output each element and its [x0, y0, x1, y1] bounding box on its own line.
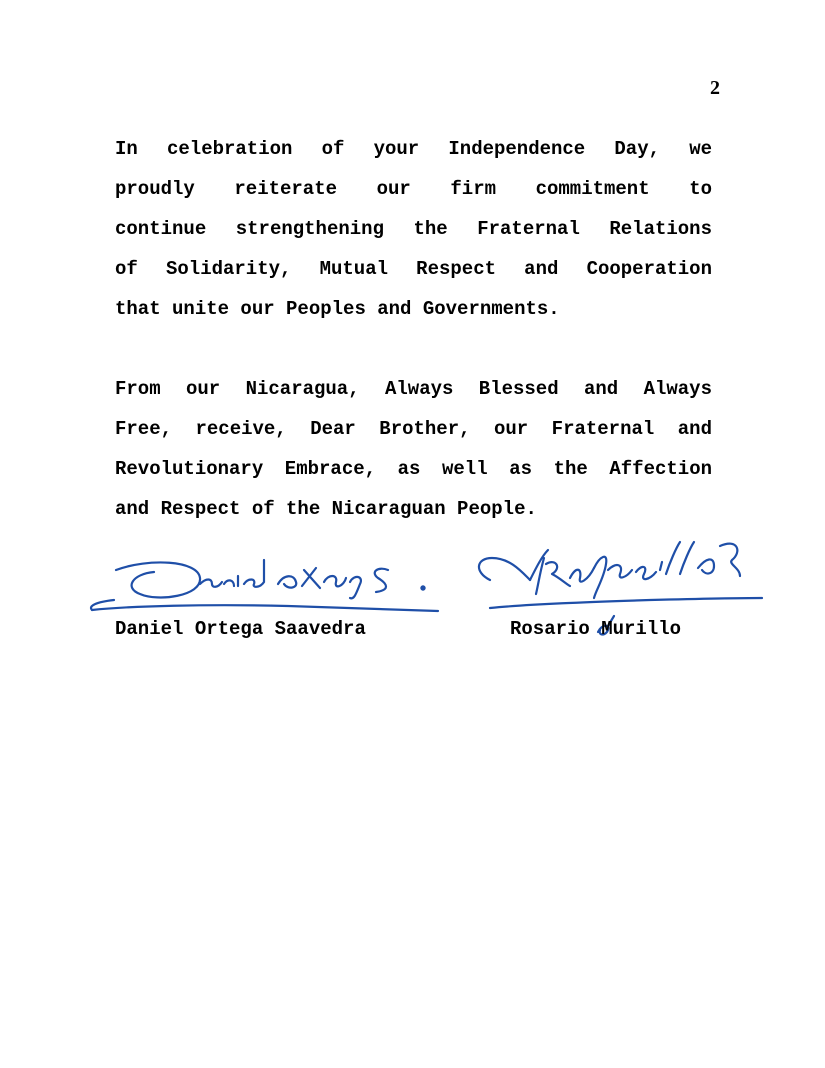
paragraph-embrace: [115, 369, 712, 529]
paragraph-line: In celebration of your Independence Day, we: [115, 138, 712, 160]
paragraph-line: and Respect of the Nicaraguan People.: [115, 498, 537, 520]
paragraph-line: of Solidarity, Mutual Respect and Cooperation: [115, 258, 712, 280]
paragraph-celebration: [115, 129, 712, 329]
paragraph-line: continue strengthening the Fraternal Relations: [115, 218, 712, 240]
signature-daniel-ortega: [88, 548, 448, 618]
paragraph-line: that unite our Peoples and Governments.: [115, 298, 560, 320]
paragraph-line: proudly reiterate our firm commitment to: [115, 178, 712, 200]
signer-name-daniel-ortega: Daniel Ortega Saavedra: [115, 618, 366, 640]
page-number: 2: [710, 77, 720, 99]
paragraph-line: From our Nicaragua, Always Blessed and Always: [115, 378, 712, 400]
signer-name-rosario-murillo: Rosario Murillo: [510, 618, 682, 640]
paragraph-line: Free, receive, Dear Brother, our Fraternal and: [115, 418, 712, 440]
paragraph-line: Revolutionary Embrace, as well as the Affection: [115, 458, 712, 480]
